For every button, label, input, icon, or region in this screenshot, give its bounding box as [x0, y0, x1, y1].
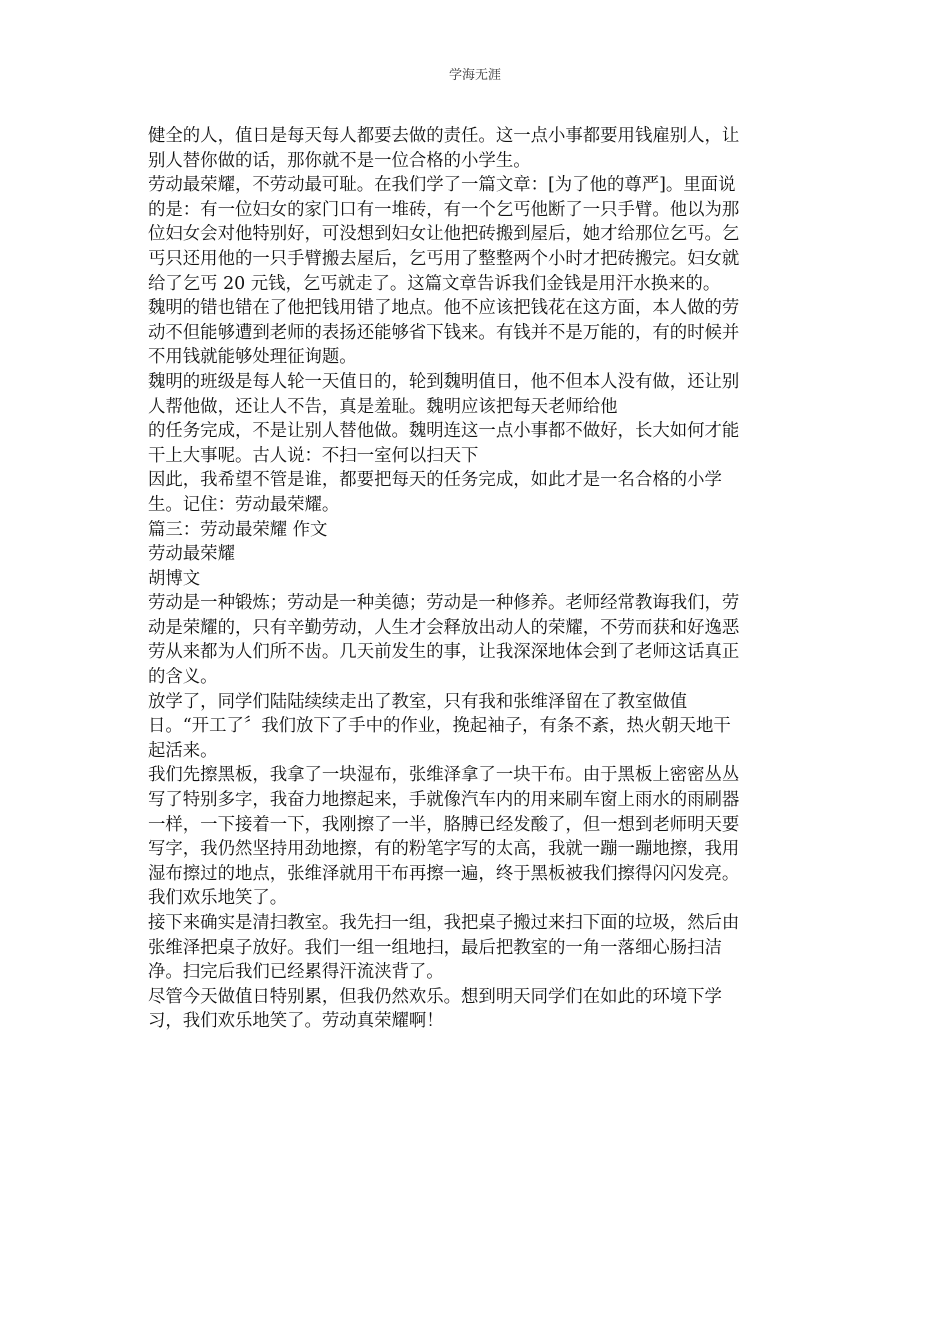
text-line: 人帮他做，还让人不告，真是羞耻。魏明应该把每天老师给他: [148, 396, 618, 417]
text-line: 生。记住：劳动最荣耀。: [148, 494, 340, 515]
text-line: 湿布擦过的地点，张维泽就用干布再擦一遍，终于黑板被我们擦得闪闪发亮。: [148, 863, 740, 884]
text-line: 给了乞丐 20 元钱，乞丐就走了。这篇文章告诉我们金钱是用汗水换来的。: [148, 273, 721, 294]
text-line: 动不但能够遭到老师的表扬还能够省下钱来。有钱并不是万能的，有的时候并: [148, 322, 740, 343]
text-line: 魏明的错也错在了他把钱用错了地点。他不应该把钱花在这方面，本人做的劳: [148, 298, 740, 319]
text-line: 起活来。: [148, 740, 218, 761]
text-line: 的任务完成，不是让别人替他做。魏明连这一点小事都不做好，长大如何才能: [148, 421, 740, 442]
text-line: 劳动是一种锻炼；劳动是一种美德；劳动是一种修养。老师经常教诲我们，劳: [148, 593, 740, 614]
text-line: 放学了，同学们陆陆续续走出了教室，只有我和张维泽留在了教室做值: [148, 691, 688, 712]
text-line: 动是荣耀的，只有辛勤劳动，人生才会释放出动人的荣耀，不劳而获和好逸恶: [148, 617, 740, 638]
text-line: 魏明的班级是每人轮一天值日的，轮到魏明值日，他不但本人没有做，还让别: [148, 371, 740, 392]
text-line: 的含义。: [148, 667, 218, 688]
text-line: 丐只还用他的一只手臂搬去屋后，乞丐用了整整两个小时才把砖搬完。妇女就: [148, 248, 740, 269]
text-line: 劳从来都为人们所不齿。几天前发生的事，让我深深地体会到了老师这话真正: [148, 642, 740, 663]
text-line: 别人替你做的话，那你就不是一位合格的小学生。: [148, 150, 531, 171]
page-header: 学海无涯: [448, 68, 501, 83]
text-line: 我们先擦黑板，我拿了一块湿布，张维泽拿了一块干布。由于黑板上密密丛丛: [148, 765, 740, 786]
essay-title: 劳动最荣耀: [148, 544, 235, 565]
text-line: 尽管今天做值日特别累，但我仍然欢乐。想到明天同学们在如此的环境下学: [148, 986, 722, 1007]
text-line: 健全的人，值日是每天每人都要去做的责任。这一点小事都要用钱雇别人，让: [148, 126, 740, 146]
document-body: [148, 124, 808, 1034]
text-line: 劳动最荣耀，不劳动最可耻。在我们学了一篇文章：[为了他的尊严]。里面说: [148, 175, 736, 196]
text-line: 我们欢乐地笑了。: [148, 888, 288, 909]
text-line: 习，我们欢乐地笑了。劳动真荣耀啊！: [148, 1011, 444, 1032]
text-line: 写了特别多字，我奋力地擦起来，手就像汽车内的用来刷车窗上雨水的雨刷器: [148, 790, 740, 811]
text-line: 一样，一下接着一下，我刚擦了一半，胳膊已经发酸了，但一想到老师明天要: [148, 814, 740, 835]
text-line: 张维泽把桌子放好。我们一组一组地扫，最后把教室的一角一落细心肠扫洁: [148, 937, 722, 958]
text-line: 的是：有一位妇女的家门口有一堆砖，有一个乞丐他断了一只手臂。他以为那: [148, 199, 740, 220]
text-line: 干上大事呢。古人说：不扫一室何以扫天下: [148, 445, 479, 466]
text-line: 不用钱就能够处理征询题。: [148, 347, 357, 368]
section-heading: 篇三：劳动最荣耀 作文: [148, 519, 328, 540]
text-line: 位妇女会对他特别好，可没想到妇女让他把砖搬到屋后，她才给那位乞丐。乞: [148, 224, 740, 245]
essay-author: 胡博文: [148, 568, 201, 589]
text-line: 写字，我仍然坚持用劲地擦，有的粉笔字写的太高，我就一蹦一蹦地擦，我用: [148, 839, 740, 860]
text-line: 因此，我希望不管是谁，都要把每天的任务完成，如此才是一名合格的小学: [148, 470, 722, 491]
text-line: 净。扫完后我们已经累得汗流浃背了。: [148, 962, 444, 983]
text-line: 接下来确实是清扫教室。我先扫一组，我把桌子搬过来扫下面的垃圾，然后由: [148, 913, 740, 933]
text-line: 日。“开工了〞我们放下了手中的作业，挽起袖子，有条不紊，热火朝天地干: [148, 716, 731, 737]
